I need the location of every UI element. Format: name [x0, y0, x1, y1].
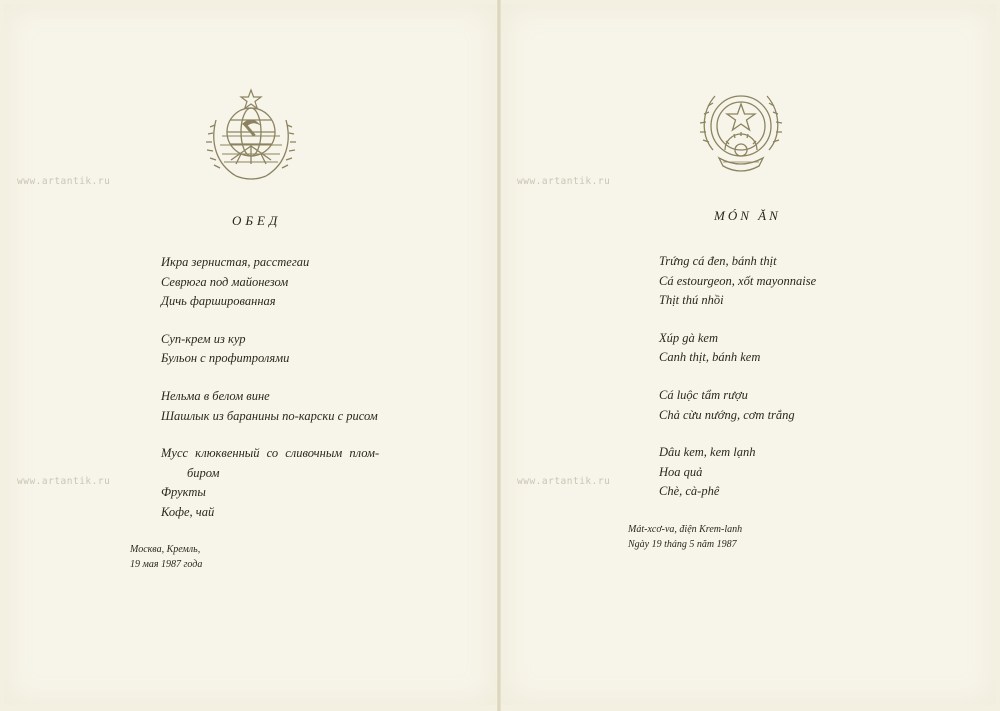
vietnam-emblem-icon: [693, 80, 789, 180]
menu-item: Фрукты: [161, 485, 206, 500]
menu-item: Дичь фаршированная: [161, 294, 276, 309]
menu-item: Севрюга под майонезом: [161, 274, 289, 289]
menu-title-vi: MÓN ĂN: [714, 208, 781, 223]
place-date-vi: [628, 522, 742, 552]
page-fold: [497, 0, 501, 711]
menu-list-ru: [161, 253, 379, 523]
watermark: www.artantik.ru: [17, 476, 111, 487]
menu-item: Икра зернистая, расстегаи: [161, 255, 310, 269]
place-line: Mát-xcơ-va, điện Krem-lanh: [628, 524, 743, 535]
menu-item: Cá estourgeon, xốt mayonnaise: [659, 273, 817, 288]
place-date-ru: [130, 542, 202, 572]
menu-item: Thịt thú nhồi: [659, 293, 724, 308]
menu-item: Шашлык из баранины по-карски с рисом: [161, 408, 378, 423]
menu-item: Trứng cá đen, bánh thịt: [659, 254, 777, 268]
menu-item: Chè, cà-phê: [659, 484, 720, 499]
menu-list-vi: [659, 252, 816, 502]
date-line: 19 мая 1987 года: [130, 559, 203, 570]
menu-title-ru: ОБЕД: [232, 213, 282, 228]
menu-item: биром: [187, 465, 220, 480]
ussr-emblem-icon: [206, 84, 296, 184]
watermark: www.artantik.ru: [17, 176, 111, 187]
menu-item: Нельма в белом вине: [161, 388, 270, 403]
menu-item: Бульон с профитролями: [161, 351, 290, 366]
date-line: Ngày 19 tháng 5 năm 1987: [628, 539, 737, 550]
menu-item: Xúp gà kem: [659, 330, 719, 345]
menu-item: Мусс клюквенный со сливочным плом-: [161, 446, 380, 461]
place-line: Москва, Кремль,: [130, 544, 201, 555]
menu-item: Cá luộc tẩm rượu: [659, 387, 748, 402]
watermark: www.artantik.ru: [517, 476, 611, 487]
menu-item: Суп-крем из кур: [161, 331, 246, 346]
menu-item: Кофе, чай: [161, 504, 215, 519]
watermark: www.artantik.ru: [517, 176, 611, 187]
menu-item: Dâu kem, kem lạnh: [659, 445, 756, 460]
menu-item: Hoa quả: [659, 464, 703, 479]
menu-item: Canh thịt, bánh kem: [659, 350, 761, 365]
menu-item: Chả cừu nướng, cơm trắng: [659, 407, 795, 422]
